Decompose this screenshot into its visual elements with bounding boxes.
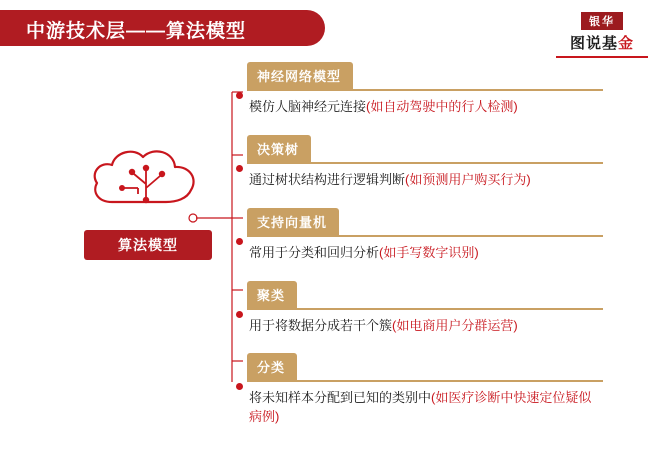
item-description [247, 380, 603, 435]
item-description-plain: 将未知样本分配到已知的类别中 [249, 390, 432, 406]
item-description-plain: 用于将数据分成若干个簇 [249, 317, 393, 333]
item-description [247, 162, 603, 198]
connector-dot-icon [236, 238, 243, 245]
item-description-highlight: (如预测用户购买行为) [405, 171, 531, 187]
item-description-plain: 常用于分类和回归分析 [249, 244, 380, 260]
connector-dot-icon [236, 311, 243, 318]
item-description-highlight: (如医疗诊断中快速定位疑似病例) [249, 390, 592, 425]
brand-main-plain: 图说基 [569, 35, 618, 52]
item-description [247, 308, 603, 344]
list-item [247, 281, 647, 344]
page-title: 中游技术层——算法模型 [26, 21, 247, 42]
item-description-highlight: (如手写数字识别) [379, 244, 479, 260]
item-title: 分类 [247, 353, 297, 380]
brand-top-label: 银华 [581, 12, 623, 30]
cloud-circuit-icon [88, 140, 208, 218]
left-node [78, 140, 218, 275]
item-description [247, 89, 603, 125]
brand-main-accent: 金 [618, 35, 635, 52]
item-description-plain: 通过树状结构进行逻辑判断 [249, 171, 406, 187]
algorithm-list [247, 62, 647, 445]
brand-logo [556, 12, 648, 58]
list-item [247, 135, 647, 198]
item-title: 支持向量机 [247, 208, 339, 235]
left-node-label: 算法模型 [84, 230, 212, 260]
list-item [247, 353, 647, 435]
page-header [0, 10, 325, 46]
item-title: 决策树 [247, 135, 311, 162]
connector-dot-icon [236, 383, 243, 390]
connector-dot-icon [236, 165, 243, 172]
list-item [247, 62, 647, 125]
connector-dot-icon [236, 92, 243, 99]
brand-underline [556, 56, 648, 58]
list-item [247, 208, 647, 271]
item-description-highlight: (如电商用户分群运营) [392, 317, 518, 333]
item-description-highlight: (如自动驾驶中的行人检测) [366, 99, 518, 114]
item-title: 聚类 [247, 281, 297, 308]
brand-main-label [556, 32, 648, 53]
item-description [247, 235, 603, 271]
item-title: 神经网络模型 [247, 62, 353, 89]
item-description-plain: 模仿人脑神经元连接 [249, 99, 367, 114]
